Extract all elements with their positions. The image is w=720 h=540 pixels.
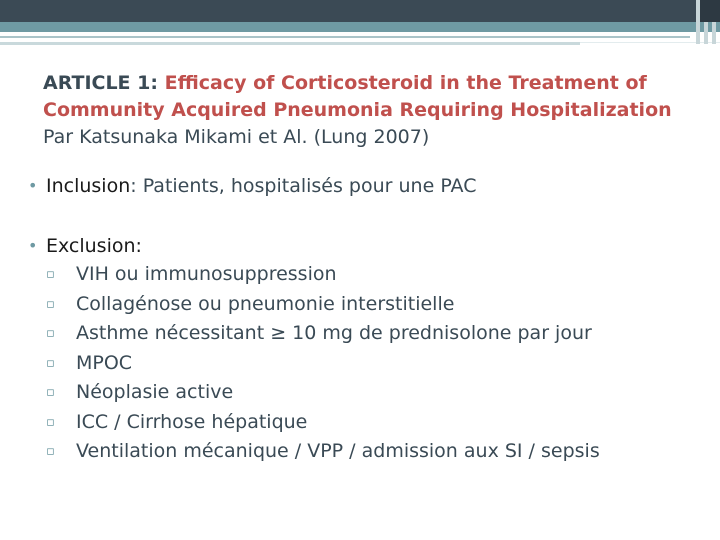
inclusion-text: : Patients, hospitalisés pour une PAC [130, 175, 477, 197]
square-bullet-icon: ▫ [46, 414, 55, 430]
exclusion-label: Exclusion: [46, 235, 142, 257]
bullet-dot-icon: • [28, 176, 38, 195]
square-bullet-icon: ▫ [46, 444, 55, 459]
corner-dark-block [700, 0, 720, 22]
header-bar-teal [0, 22, 720, 32]
square-bullet-icon: ▫ [46, 296, 55, 312]
square-bullet-icon: ▫ [46, 385, 55, 400]
list-item: ▫ Ventilation mécanique / VPP / admission aux SI / sepsis [46, 437, 698, 467]
list-item: ▫ Néoplasie active [46, 378, 698, 408]
header-bar-dark [0, 0, 720, 22]
bullet-dot-icon: • [28, 236, 38, 255]
slide-title [43, 70, 703, 151]
title-prefix: ARTICLE 1: [43, 72, 165, 94]
header-rule-2 [0, 42, 580, 45]
list-item: ▫ ICC / Cirrhose hépatique [46, 408, 698, 438]
square-bullet-icon: ▫ [46, 355, 55, 371]
square-bullet-icon: ▫ [46, 326, 55, 341]
list-item: ▫ VIH ou immunosuppression [46, 260, 698, 290]
inclusion-label: Inclusion [46, 175, 131, 197]
bullet-exclusion [28, 232, 698, 260]
list-item: ▫ Collagénose ou pneumonie interstitielle [46, 290, 698, 320]
title-highlight: Efficacy of Corticosteroid in the Treatment of [164, 72, 647, 94]
exclusion-sublist [28, 260, 698, 467]
square-bullet-icon: ▫ [46, 267, 55, 282]
bullet-inclusion [28, 172, 698, 200]
title-line3: Par Katsunaka Mikami et Al. (Lung 2007) [43, 126, 430, 148]
list-item: ▫ Asthme nécessitant ≥ 10 mg de prednisolone par jour [46, 319, 698, 349]
bullet-list [28, 172, 698, 467]
header-rule-1 [0, 36, 690, 38]
list-item: ▫ MPOC [46, 349, 698, 379]
title-line2: Community Acquired Pneumonia Requiring Hospitalization [43, 99, 672, 121]
